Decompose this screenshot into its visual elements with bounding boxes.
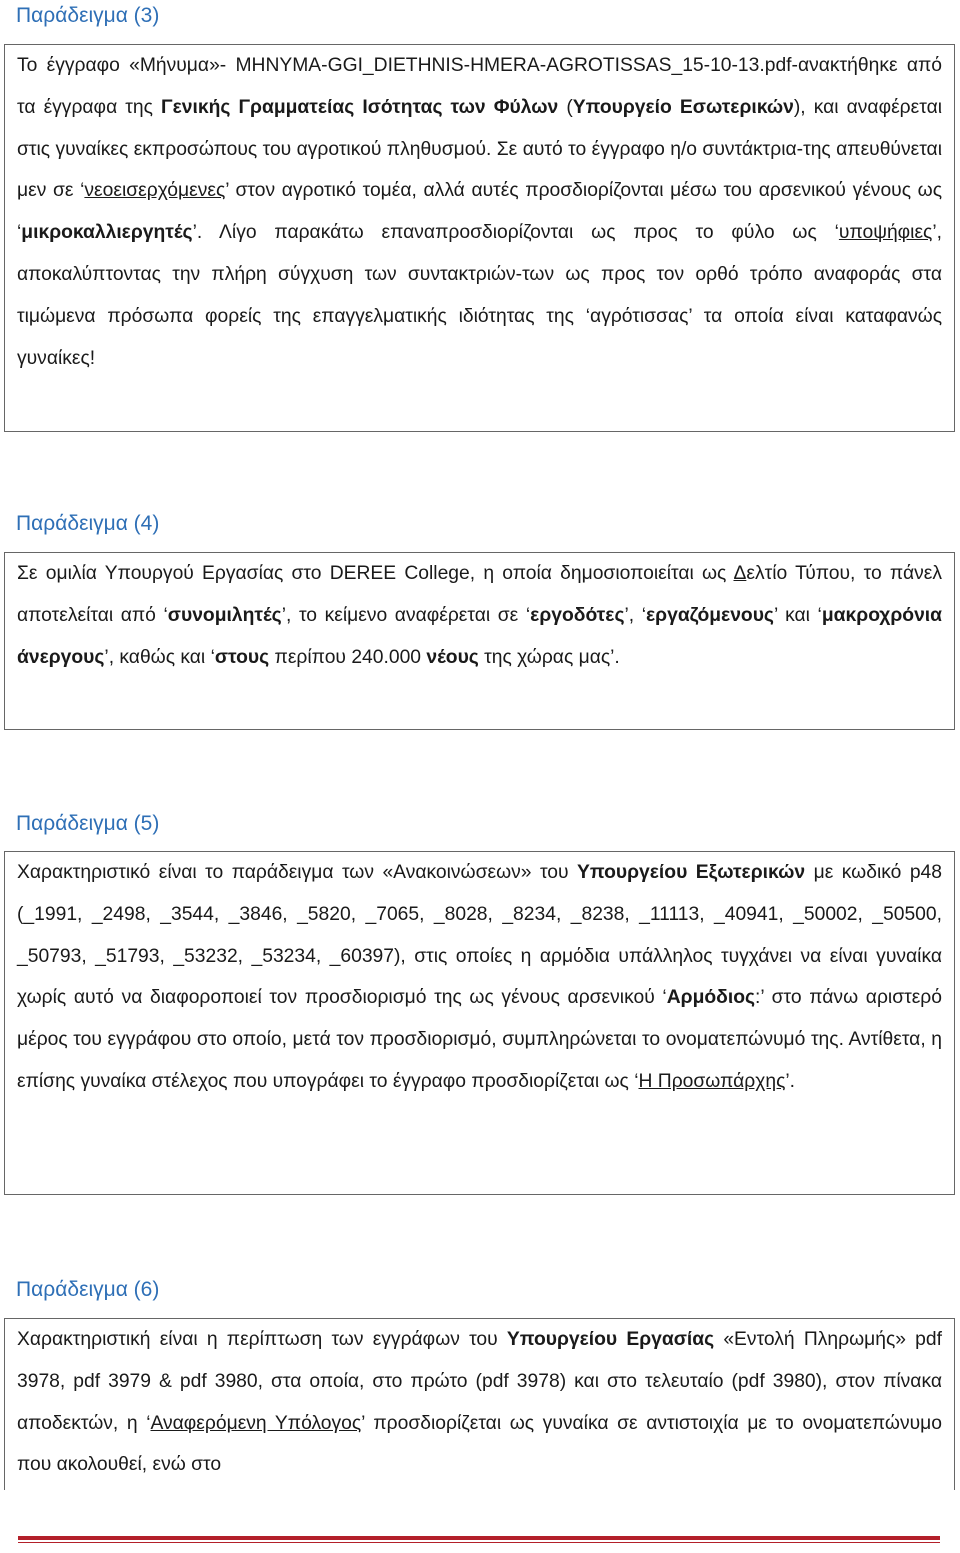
footer-divider [18,1536,940,1540]
bold-term: συνομιλητές [167,604,282,626]
bold-term: Αρμόδιος [666,987,756,1009]
example-3-box [4,44,955,432]
underlined-term: υποψήφιες [838,222,933,244]
bold-term: εργαζόμενους [646,604,774,626]
footer-divider-thin [18,1542,940,1543]
example-6-text: Χαρακτηριστική είναι η περίπτωση των εγγράφων του Υπουργείου Εργασίας «Εντολή Πληρωμής» pdf 3978, pdf 3979 & pdf 3980, στα οποία, στο πρώτο (pdf 3978) και στο τελευταίο (pdf 3980), στον πίνακα αποδεκτών, η ‘Αναφερόμενη Υπόλογος’ προσδιορίζεται ως γυναίκα σε αντιστοιχία με το ονοματεπώνυμο που ακολουθεί, ενώ στο [17,1329,942,1476]
underlined-term: Δ [733,563,747,584]
bold-term: μικροκαλλιεργητές [21,222,193,244]
example-5-heading: Παράδειγμα (5) [16,812,160,835]
bold-term: Γενικής Γραμματείας Ισότητας των Φύλων [161,96,559,118]
underlined-term: Αναφερόμενη Υπόλογος [150,1412,362,1434]
example-4-box [4,552,955,730]
example-5-text: Χαρακτηριστικό είναι το παράδειγμα των «Ανακοινώσεων» του Υπουργείου Εξωτερικών με κωδικό p48 (_1991, _2498, _3544, _3846, _5820, _7065, _8028, _8234, _8238, _11113, _40941, _50002, _50500, _50793, _51793, _53232, _53234, _60397), στις οποίες η αρμόδια υπάλληλος τυγχάνει να είναι γυναίκα χωρίς αυτό να διαφοροποιεί τον προσδιορισμό της ως γένους αρσενικού ‘Αρμόδιος:’ στο πάνω αριστερό μέρος του εγγράφου στο οποίο, μετά τον προσδιορισμό, συμπληρώνεται το ονοματεπώνυμό της. Αντίθετα, η επίσης γυναίκα στέλεχος που υπογράφει το έγγραφο προσδιορίζεται ως ‘Η Προσωπάρχης’. [17,862,943,1092]
bold-term: Υπουργείου Εργασίας [506,1329,715,1350]
bold-term: μακροχρόνια άνεργους [17,604,943,668]
bold-term: Υπουργείου Εξωτερικών [577,862,806,883]
example-6-heading: Παράδειγμα (6) [16,1278,160,1301]
bold-term: στους [214,646,270,668]
example-3-text: Το έγγραφο «Μήνυμα»- MHNYMA-GGI_DIETHNIS-HMERA-AGROTISSAS_15-10-13.pdf-ανακτήθηκε από τα έγγραφα της Γενικής Γραμματείας Ισότητας των Φύλων (Υπουργείο Εσωτερικών), και αναφέρεται στις γυναίκες εκπροσώπους του αγροτικού πληθυσμού. Σε αυτό το έγγραφο η/ο συντάκτρια-της απευθύνεται μεν σε ‘νεοεισερχόμενες’ στον αγροτικό τομέα, αλλά αυτές προσδιορίζονται μέσω του αρσενικού γένους ως ‘μικροκαλλιεργητές’. Λίγο παρακάτω επαναπροσδιορίζονται ως προς το φύλο ως ‘υποψήφιες’, αποκαλύπτοντας την πλήρη σύγχυση των συντακτριών-των ως προς τον ορθό τρόπο αναφοράς στα τιμώμενα πρόσωπα φορείς της επαγγελματικής ιδιότητας της ‘αγρότισσας’ τα οποία είναι καταφανώς γυναίκες! [17,55,943,369]
underlined-term: Η Προσωπάρχης [638,1070,786,1092]
example-4-text: Σε ομιλία Υπουργού Εργασίας στο DEREE College, η οποία δημοσιοποιείται ως Δελτίο Τύπου, το πάνελ αποτελείται από ‘συνομιλητές’, το κείμενο αναφέρεται σε ‘εργοδότες’, ‘εργαζόμενους’ και ‘μακροχρόνια άνεργους’, καθώς και ‘στους περίπου 240.000 νέους της χώρας μας’. [17,563,943,668]
example-4-heading: Παράδειγμα (4) [16,512,160,535]
bold-term: εργοδότες [530,604,625,626]
bold-term: νέους [426,646,479,668]
underlined-term: νεοεισερχόμενες [84,180,226,202]
example-6-box [4,1318,955,1490]
bold-term: Υπουργείο Εσωτερικών [572,96,794,118]
example-5-box [4,851,955,1195]
example-3-heading: Παράδειγμα (3) [16,4,160,27]
